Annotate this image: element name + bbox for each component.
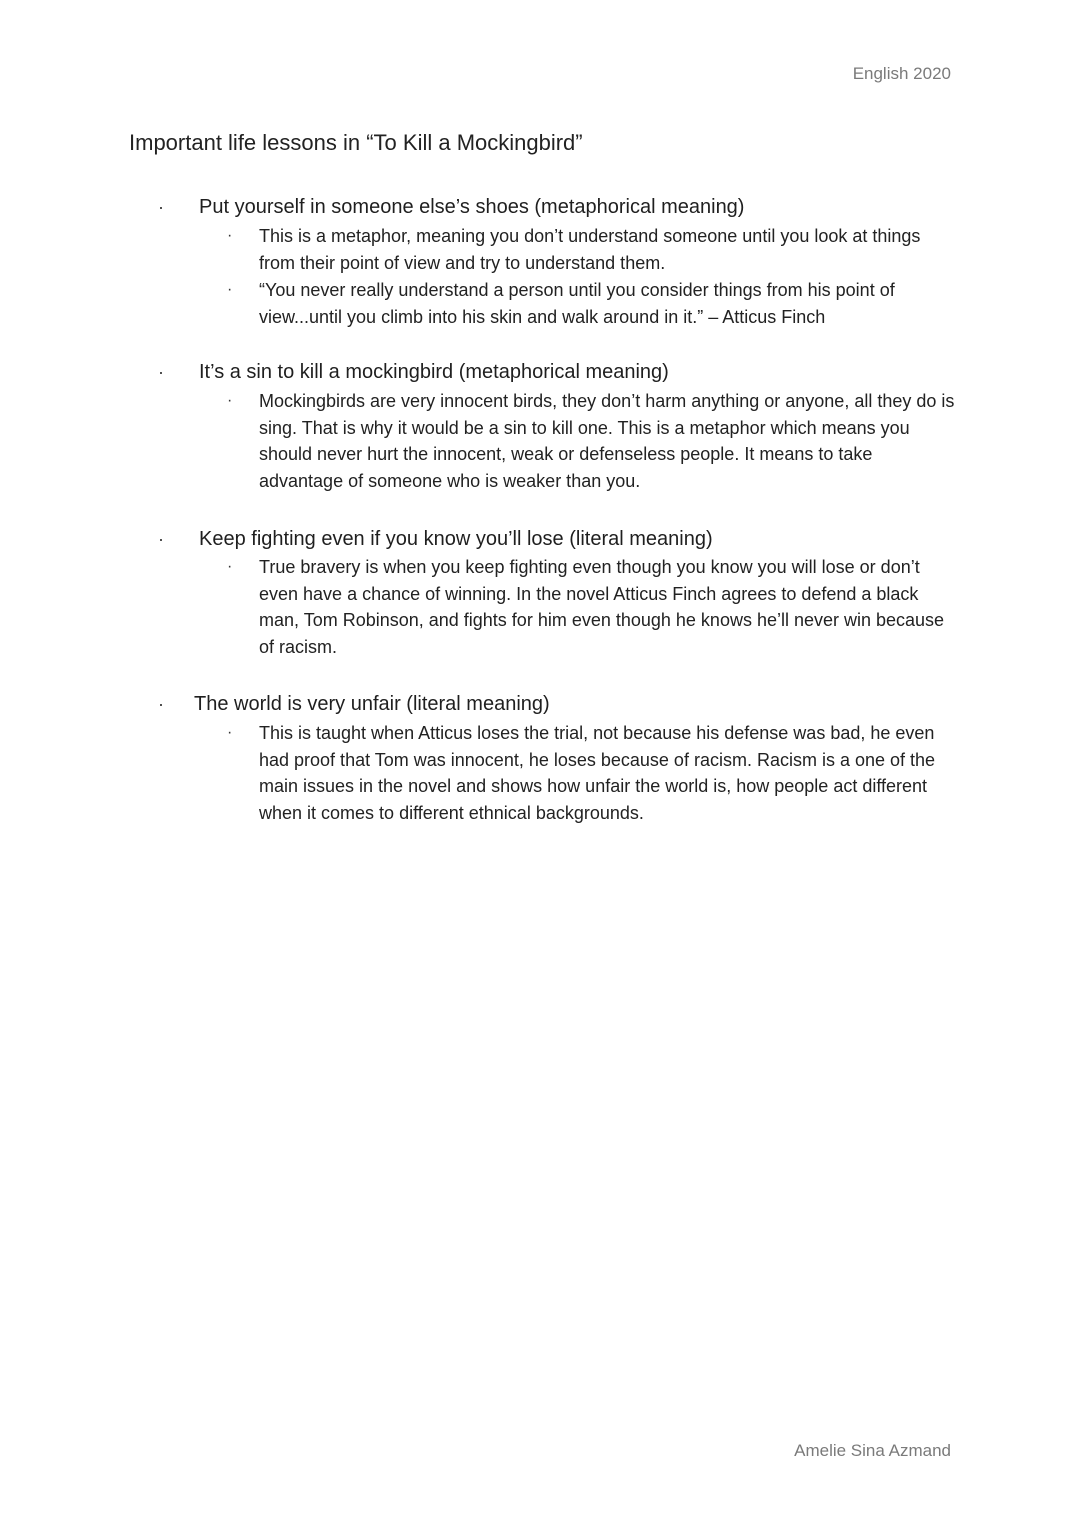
page-title: Important life lessons in “To Kill a Mockingbird” <box>129 130 583 155</box>
bullet-icon: · <box>158 694 164 714</box>
bullet-icon: · <box>158 362 164 382</box>
sub-bullet-icon: · <box>227 724 233 741</box>
lesson-heading: It’s a sin to kill a mockingbird (metaphorical meaning) <box>199 361 669 383</box>
lesson-heading: The world is very unfair (literal meaning) <box>194 693 550 715</box>
lesson-heading: Put yourself in someone else’s shoes (metaphorical meaning) <box>199 196 745 218</box>
lesson-point-text: Mockingbirds are very innocent birds, they don’t harm anything or anyone, all they do is sing. That is why it would be a sin to kill one. This is a metaphor which means you should never hurt the innocent, weak or defenseless people. It means to take advantage of someone who is weaker than you. <box>259 391 955 491</box>
lesson-point-text: This is a metaphor, meaning you don’t understand someone until you look at things from their point of view and try to understand them. <box>259 226 921 273</box>
bullet-icon: · <box>158 529 164 549</box>
sub-bullet-icon: · <box>227 558 233 575</box>
page-footer-author: Amelie Sina Azmand <box>794 1441 951 1460</box>
lesson-point-text: True bravery is when you keep fighting even though you know you will lose or don’t even have a chance of winning. In the novel Atticus Finch agrees to defend a black man, Tom Robinson, and fights for him even though he knows he’ll never win because of racism. <box>259 557 945 657</box>
lesson-point-text: This is taught when Atticus loses the trial, not because his defense was bad, he even had proof that Tom was innocent, he loses because of racism. Racism is a one of the main issues in the novel and shows how unfair the world is, how people act different when it comes to different ethnical backgrounds. <box>259 723 936 823</box>
page-header: English 2020 <box>852 64 951 83</box>
lesson-heading: Keep fighting even if you know you’ll lose (literal meaning) <box>199 528 713 550</box>
sub-bullet-icon: · <box>227 227 233 244</box>
lesson-point-text: “You never really understand a person until you consider things from his point of view...until you climb into his skin and walk around in it.” – Atticus Finch <box>259 280 895 327</box>
sub-bullet-icon: · <box>227 281 233 298</box>
bullet-icon: · <box>158 197 164 217</box>
sub-bullet-icon: · <box>227 392 233 409</box>
